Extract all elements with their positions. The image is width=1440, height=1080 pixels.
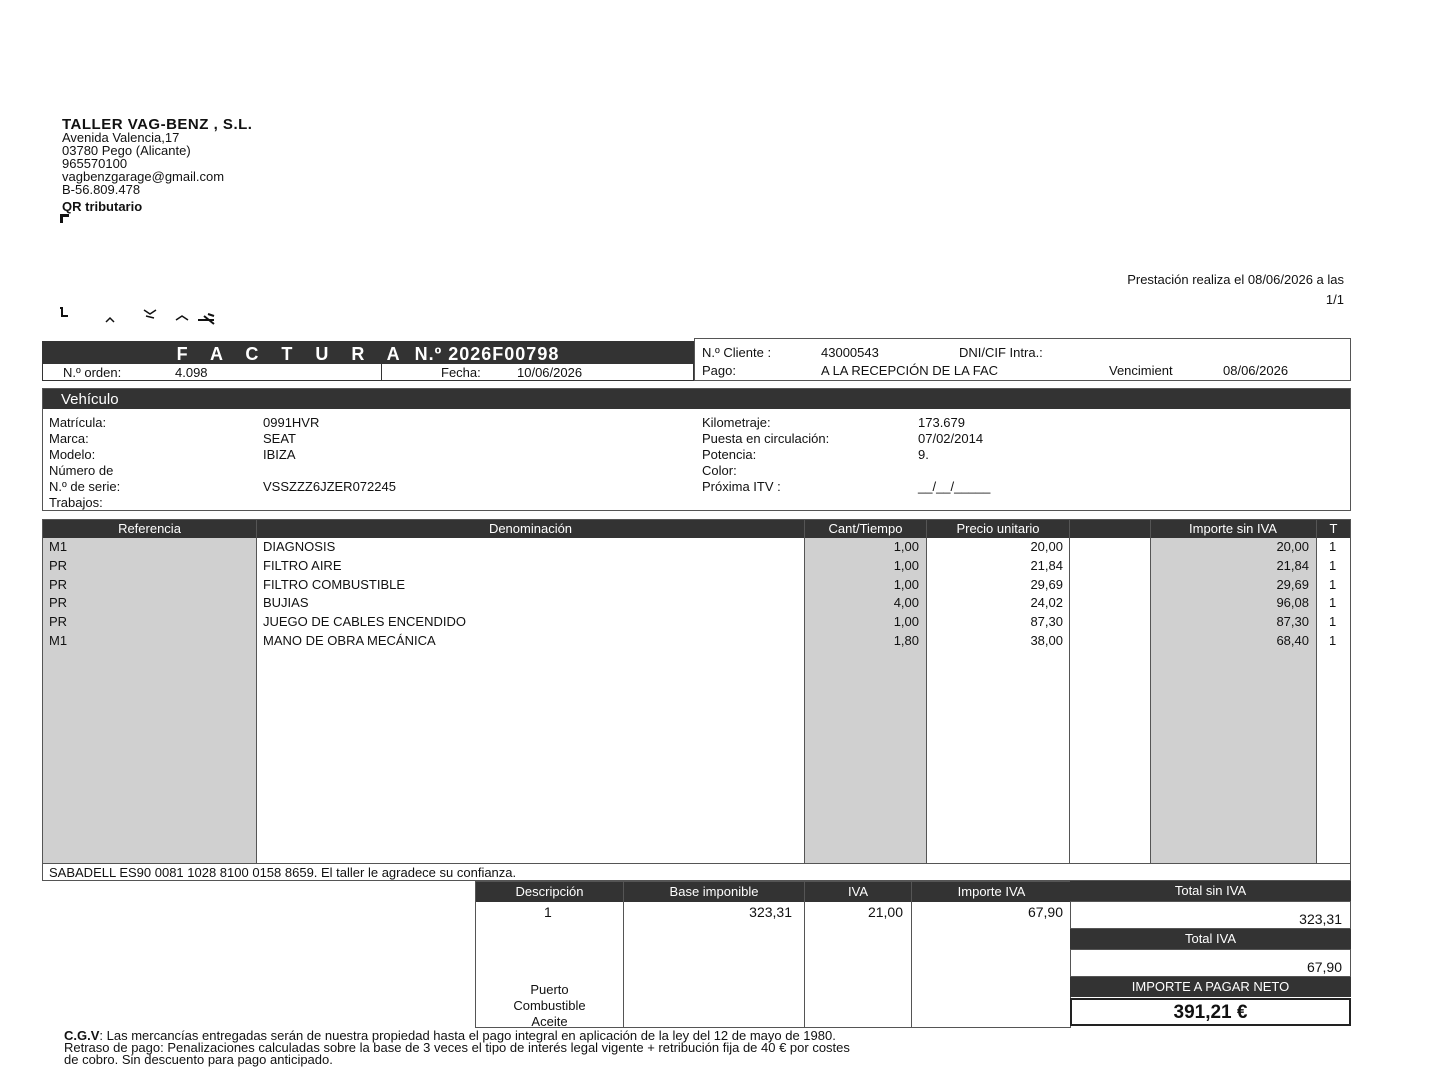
serie-label: N.º de serie:	[49, 479, 121, 494]
table-row	[43, 576, 1350, 594]
dni-label: DNI/CIF Intra.:	[959, 345, 1043, 360]
item-precio: 38,00	[1030, 633, 1063, 648]
terms-line-2: Retraso de pago: Penalizaciones calculadas sobre la base de 3 veces el tipo de interés legal vigente + retribución fija de 40 € por costes	[64, 1040, 850, 1055]
company-email: vagbenzgarage@gmail.com	[62, 169, 225, 184]
company-name: TALLER VAG-BENZ , S.L.	[62, 116, 253, 133]
item-importe: 68,40	[1276, 633, 1309, 648]
item-importe: 96,08	[1276, 595, 1309, 610]
header-total-iva: Total IVA	[1070, 929, 1351, 949]
header-denominacion: Denominación	[257, 520, 804, 538]
header-importe: Importe sin IVA	[1150, 520, 1316, 538]
table-row	[43, 613, 1350, 631]
item-cant: 1,00	[893, 577, 919, 592]
invoice-title-word: F A C T U R A	[176, 344, 409, 364]
item-t: 1	[1329, 595, 1337, 610]
item-importe: 87,30	[1276, 614, 1309, 629]
item-cant: 1,00	[893, 558, 919, 573]
cliente-value: 43000543	[821, 345, 879, 360]
item-ref: PR	[49, 595, 68, 610]
total-sin-iva: 323,31	[1070, 901, 1351, 929]
item-cant: 1,00	[893, 539, 919, 554]
table-row	[43, 538, 1350, 556]
table-row	[43, 632, 1350, 650]
numero-label: Número de	[49, 463, 114, 478]
qr-code-fragment	[60, 214, 69, 223]
item-precio: 29,69	[1030, 577, 1063, 592]
itv-label: Próxima ITV :	[702, 479, 781, 494]
item-ref: PR	[49, 558, 68, 573]
matricula-label: Matrícula:	[49, 415, 107, 430]
potencia-label: Potencia:	[702, 447, 757, 462]
header-descripcion: Descripción	[476, 882, 623, 902]
vehicle-header: Vehículo	[43, 389, 1350, 409]
matricula-value: 0991HVR	[263, 415, 320, 430]
vehicle-section	[42, 388, 1351, 511]
header-t: T	[1317, 520, 1350, 538]
item-ref: PR	[49, 614, 68, 629]
item-precio: 21,84	[1030, 558, 1063, 573]
item-den: BUJIAS	[263, 595, 309, 610]
prestacion-text: Prestación realiza el 08/06/2026 a las	[1127, 272, 1344, 287]
importe-neto: 391,21 €	[1070, 998, 1351, 1026]
company-address: Avenida Valencia,17	[62, 130, 180, 145]
qr-label: QR tributario	[62, 199, 143, 214]
fecha-label: Fecha:	[441, 365, 481, 380]
item-den: JUEGO DE CABLES ENCENDIDO	[263, 614, 466, 629]
fecha-value: 10/06/2026	[517, 365, 583, 380]
item-den: FILTRO COMBUSTIBLE	[263, 577, 406, 592]
item-precio: 87,30	[1030, 614, 1063, 629]
header-neto: IMPORTE A PAGAR NETO	[1070, 977, 1351, 997]
iva-value: 21,00	[867, 904, 903, 920]
total-iva: 67,90	[1070, 949, 1351, 977]
company-phone: 965570100	[62, 156, 128, 171]
invoice-number: N.º 2026F00798	[414, 344, 560, 364]
summary	[1070, 881, 1351, 1028]
item-cant: 4,00	[893, 595, 919, 610]
cgv-label: C.G.V	[64, 1028, 100, 1043]
tax-breakdown	[475, 881, 1071, 1028]
item-ref: M1	[49, 633, 68, 648]
header-precio: Precio unitario	[927, 520, 1069, 538]
itv-value: __/__/_____	[918, 479, 991, 494]
header-iva: IVA	[805, 882, 911, 902]
item-importe: 21,84	[1276, 558, 1309, 573]
item-t: 1	[1329, 614, 1337, 629]
header-total-sin-iva: Total sin IVA	[1070, 881, 1351, 901]
importe-iva-value: 67,90	[1027, 904, 1063, 920]
vencimiento-value: 08/06/2026	[1223, 363, 1289, 378]
item-importe: 29,69	[1276, 577, 1309, 592]
item-ref: PR	[49, 577, 68, 592]
item-importe: 20,00	[1276, 539, 1309, 554]
invoice-title	[43, 342, 693, 364]
bank-line: SABADELL ES90 0081 1028 8100 0158 8659. El taller le agradece su confianza.	[42, 864, 1351, 881]
company-cif: B-56.809.478	[62, 182, 141, 197]
company-city: 03780 Pego (Alicante)	[62, 143, 191, 158]
invoice-header	[42, 341, 694, 381]
trabajos-label: Trabajos:	[49, 495, 103, 510]
item-t: 1	[1329, 539, 1337, 554]
marca-value: SEAT	[263, 431, 296, 446]
item-den: DIAGNOSIS	[263, 539, 336, 554]
puesta-label: Puesta en circulación:	[702, 431, 830, 446]
item-precio: 20,00	[1030, 539, 1063, 554]
serie-value: VSSZZZ6JZER072245	[263, 479, 396, 494]
item-ref: M1	[49, 539, 68, 554]
km-label: Kilometraje:	[702, 415, 771, 430]
marca-label: Marca:	[49, 431, 89, 446]
desc-notes	[476, 982, 623, 1030]
logo-fragment	[58, 306, 218, 328]
note-puerto: Puerto	[530, 982, 569, 997]
item-den: FILTRO AIRE	[263, 558, 342, 573]
terms-line-3: de cobro. Sin descuento para pago anticipado.	[64, 1052, 333, 1067]
pago-value: A LA RECEPCIÓN DE LA FAC	[821, 363, 999, 378]
item-t: 1	[1329, 577, 1337, 592]
item-den: MANO DE OBRA MECÁNICA	[263, 633, 436, 648]
vencimiento-label: Vencimient	[1109, 363, 1173, 378]
base-value: 323,31	[749, 904, 792, 920]
color-label: Color:	[702, 463, 737, 478]
item-t: 1	[1329, 558, 1337, 573]
item-precio: 24,02	[1030, 595, 1063, 610]
header-cant: Cant/Tiempo	[805, 520, 926, 538]
km-value: 173.679	[918, 415, 965, 430]
note-combustible: Combustible	[513, 998, 586, 1013]
terms	[64, 1030, 1334, 1066]
potencia-value: 9.	[918, 447, 929, 462]
item-cant: 1,00	[893, 614, 919, 629]
order-row	[43, 364, 693, 381]
pago-label: Pago:	[702, 363, 736, 378]
table-row	[43, 594, 1350, 612]
puesta-value: 07/02/2014	[918, 431, 984, 446]
orden-label: N.º orden:	[63, 365, 122, 380]
modelo-value: IBIZA	[263, 447, 296, 462]
modelo-label: Modelo:	[49, 447, 96, 462]
header-importe-iva: Importe IVA	[912, 882, 1071, 902]
header-base: Base imponible	[624, 882, 804, 902]
cgv-text: : Las mercancías entregadas serán de nuestra propiedad hasta el pago integral en aplicación de la ley del 12 de mayo de 1980.	[99, 1028, 836, 1043]
row-divider	[381, 364, 382, 381]
orden-value: 4.098	[175, 365, 208, 380]
client-info	[694, 338, 1351, 381]
table-row	[43, 557, 1350, 575]
items-table	[42, 519, 1351, 864]
desc-value: 1	[544, 904, 552, 920]
header-blank	[1070, 520, 1150, 538]
header-referencia: Referencia	[43, 520, 256, 538]
note-aceite: Aceite	[531, 1014, 568, 1029]
company-info	[62, 118, 252, 213]
item-t: 1	[1329, 633, 1337, 648]
cliente-label: N.º Cliente :	[702, 345, 772, 360]
page-number: 1/1	[1325, 292, 1344, 307]
item-cant: 1,80	[893, 633, 919, 648]
